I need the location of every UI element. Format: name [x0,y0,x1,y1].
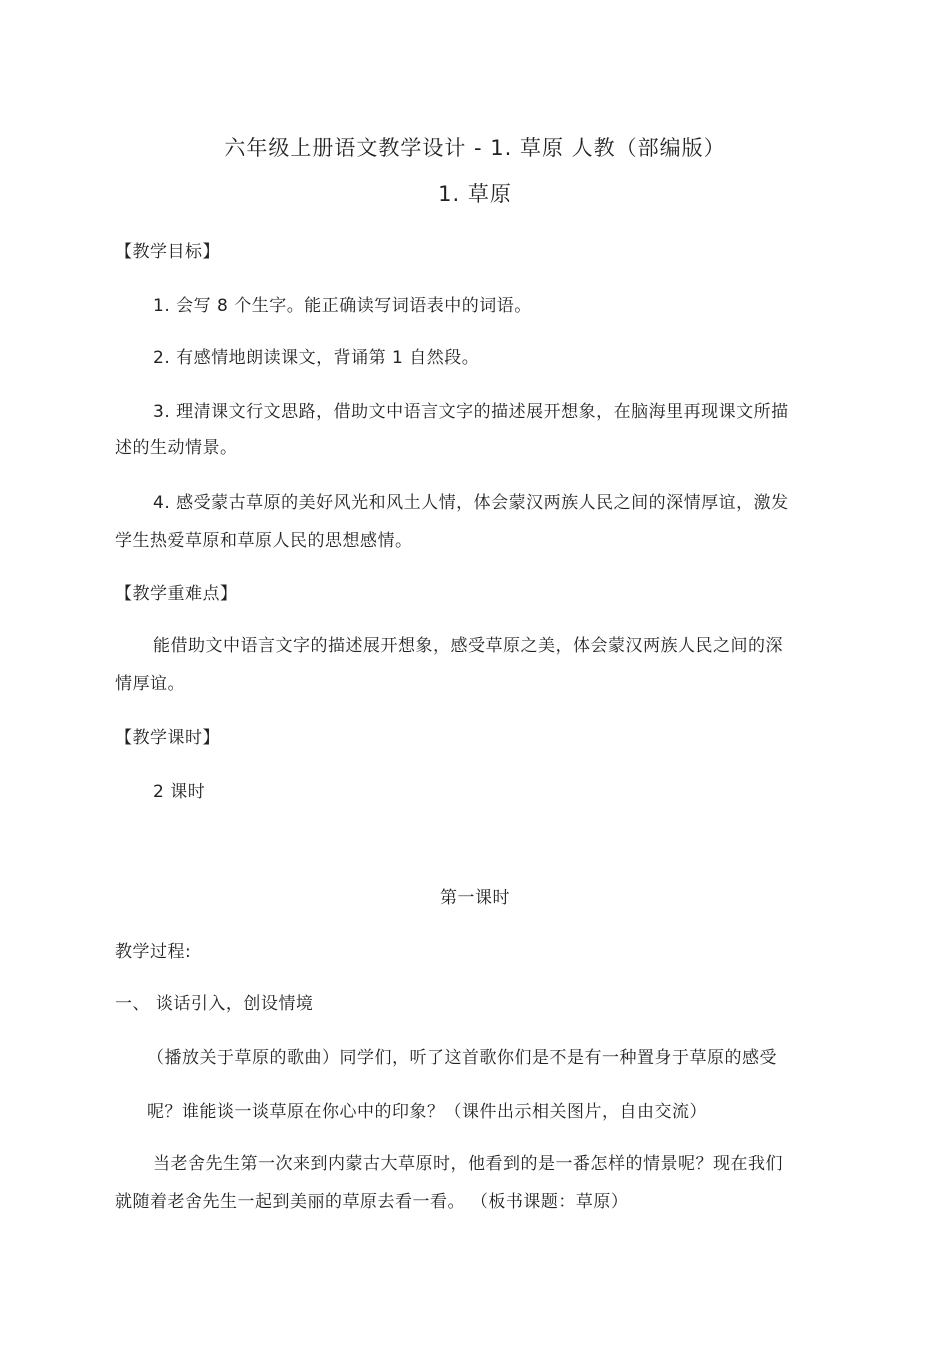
hours-text: 2 课时 [153,782,206,802]
lesson-heading: 第一课时 [440,888,510,908]
key-points-text: 能借助文中语言文字的描述展开想象，感受草原之美，体会蒙汉两族人民之间的深 [153,636,783,656]
paragraph-2-continued: 就随着老舍先生一起到美丽的草原去看一看。 （板书课题：草原） [115,1192,629,1212]
paragraph-2: 当老舍先生第一次来到内蒙古大草原时，他看到的是一番怎样的情景呢？现在我们 [153,1154,783,1174]
objectives-heading: 【教学目标】 [115,242,220,262]
step-1-heading: 一、 谈话引入，创设情境 [115,994,314,1014]
paragraph-1: （播放关于草原的歌曲）同学们，听了这首歌你们是不是有一种置身于草原的感受 [147,1048,777,1068]
key-points-heading: 【教学重难点】 [115,584,238,604]
process-label: 教学过程: [115,942,192,962]
objective-3-continued: 述的生动情景。 [115,438,238,458]
objective-3: 3. 理清课文行文思路，借助文中语言文字的描述展开想象，在脑海里再现课文所描 [153,402,789,422]
objective-4: 4. 感受蒙古草原的美好风光和风土人情，体会蒙汉两族人民之间的深情厚谊，激发 [153,493,789,513]
objective-4-continued: 学生热爱草原和草原人民的思想感情。 [115,531,413,551]
lesson-title: 1. 草原 [438,182,512,206]
key-points-continued: 情厚谊。 [115,674,185,694]
paragraph-1-continued: 呢？谁能谈一谈草原在你心中的印象？（课件出示相关图片，自由交流） [147,1102,707,1122]
hours-heading: 【教学课时】 [115,728,220,748]
objective-2: 2. 有感情地朗读课文，背诵第 1 自然段。 [153,348,480,368]
objective-1: 1. 会写 8 个生字。能正确读写词语表中的词语。 [153,296,532,316]
document-title: 六年级上册语文教学设计 - 1. 草原 人教（部编版） [224,136,726,160]
